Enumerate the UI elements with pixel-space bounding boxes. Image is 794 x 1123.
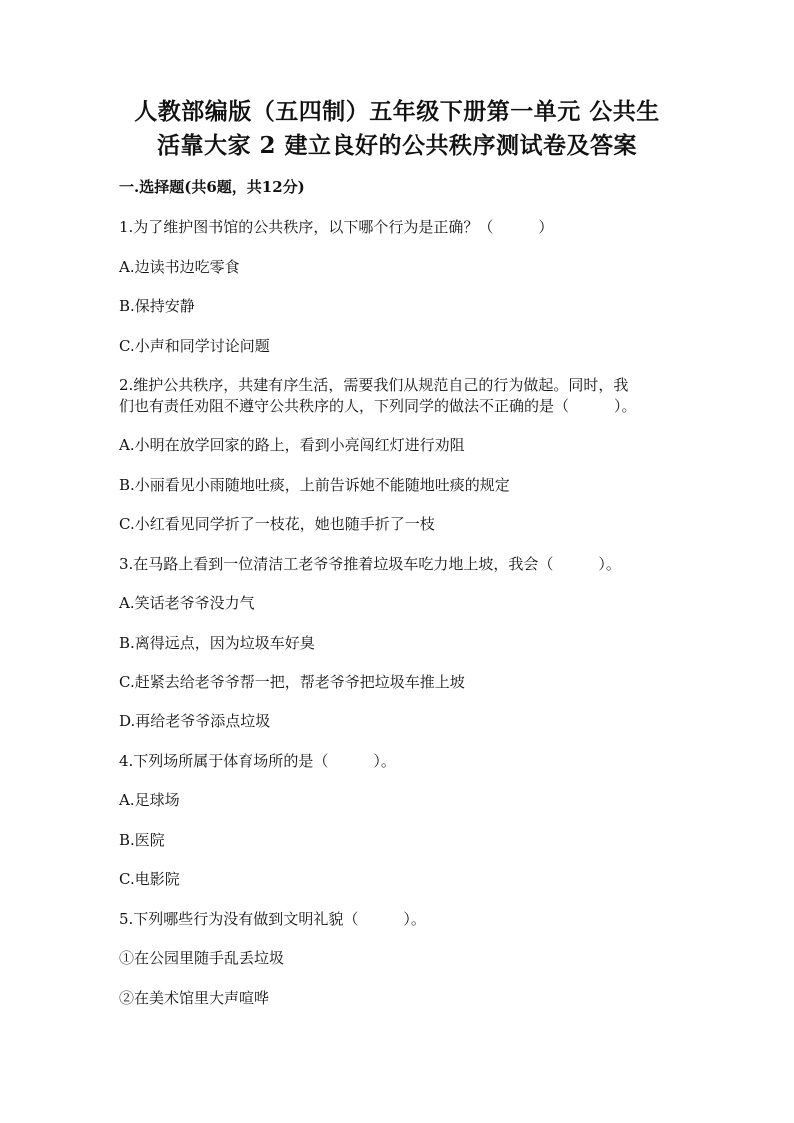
question-1-option-a: A.边读书边吃零食 bbox=[119, 258, 240, 276]
question-2-stem-line-2: 们也有责任劝阻不遵守公共秩序的人，下列同学的做法不正确的是（ ）。 bbox=[119, 397, 637, 415]
question-1-option-b: B.保持安静 bbox=[119, 297, 195, 315]
question-1-stem: 1.为了维护图书馆的公共秩序，以下哪个行为是正确？（ ） bbox=[119, 218, 554, 236]
question-3-option-d: D.再给老爷爷添点垃圾 bbox=[119, 712, 271, 730]
question-2-option-b: B.小丽看见小雨随地吐痰，上前告诉她不能随地吐痰的规定 bbox=[119, 476, 510, 494]
question-5-stem: 5.下列哪些行为没有做到文明礼貌（ ）。 bbox=[119, 910, 426, 928]
document-title-line-2: 活靠大家 2 建立良好的公共秩序测试卷及答案 bbox=[156, 132, 638, 159]
question-5-item-1: ①在公园里随手乱丢垃圾 bbox=[119, 949, 285, 967]
question-1-option-c: C.小声和同学讨论问题 bbox=[119, 337, 270, 355]
question-3-stem: 3.在马路上看到一位清洁工老爷爷推着垃圾车吃力地上坡，我会（ ）。 bbox=[119, 555, 621, 573]
question-3-option-a: A.笑话老爷爷没力气 bbox=[119, 594, 255, 612]
question-3-option-c: C.赶紧去给老爷爷帮一把，帮老爷爷把垃圾车推上坡 bbox=[119, 673, 465, 691]
question-4-option-b: B.医院 bbox=[119, 831, 165, 849]
question-4-stem: 4.下列场所属于体育场所的是（ ）。 bbox=[119, 752, 396, 770]
question-2-stem-line-1: 2.维护公共秩序，共建有序生活，需要我们从规范自己的行为做起。同时，我 bbox=[119, 376, 629, 394]
question-2-option-a: A.小明在放学回家的路上，看到小亮闯红灯进行劝阻 bbox=[119, 436, 465, 454]
question-5-item-2: ②在美术馆里大声喧哗 bbox=[119, 989, 270, 1007]
question-2-option-c: C.小红看见同学折了一枝花，她也随手折了一枝 bbox=[119, 515, 435, 533]
section-heading: 一.选择题(共6题，共12分) bbox=[119, 178, 305, 196]
question-4-option-a: A.足球场 bbox=[119, 791, 180, 809]
question-4-option-c: C.电影院 bbox=[119, 870, 180, 888]
question-3-option-b: B.离得远点，因为垃圾车好臭 bbox=[119, 634, 315, 652]
document-title-line-1: 人教部编版（五四制）五年级下册第一单元 公共生 bbox=[134, 98, 660, 125]
